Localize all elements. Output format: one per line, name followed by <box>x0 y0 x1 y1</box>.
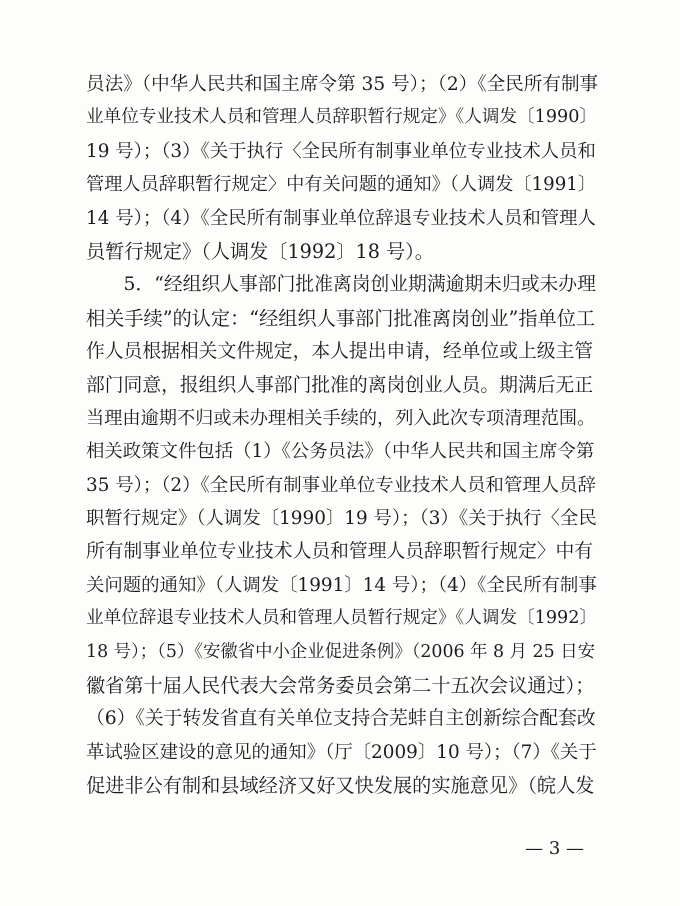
text-line-15: 所有制事业单位专业技术人员和管理人员辞职暂行规定〉中有 <box>86 541 594 563</box>
body-text <box>86 68 598 803</box>
text-line-4: 管理人员辞职暂行规定〉中有关问题的通知》（人调发〔1991〕 <box>86 174 597 196</box>
text-line-7: 5．“经组织人事部门批准离岗创业期满逾期未归或未办理 <box>86 274 596 296</box>
text-line-1: 员法》（中华人民共和国主席令第 35 号）；（2）《全民所有制事 <box>86 74 599 95</box>
text-line-9: 作人员根据相关文件规定，本人提出申请，经单位或上级主管 <box>86 341 594 363</box>
text-line-19: 徽省第十届人民代表大会常务委员会第二十五次会议通过）； <box>86 674 595 698</box>
text-line-2: 业单位专业技术人员和管理人员辞职暂行规定》《人调发〔1990〕 <box>86 107 598 128</box>
text-line-5: 14 号）；（4）《全民所有制事业单位辞退专业技术人员和管理人 <box>86 207 596 229</box>
text-line-14: 职暂行规定》（人调发〔1990〕19 号）；（3）《关于执行〈全民 <box>86 508 597 530</box>
text-line-10: 部门同意，报组织人事部门批准的离岗创业人员。期满后无正 <box>86 374 594 396</box>
page-number: — 3 — <box>525 838 584 859</box>
text-line-12: 相关政策文件包括（1）《公务员法》（中华人民共和国主席令第 <box>86 441 595 463</box>
text-line-21: 革试验区建设的意见的通知》（厅〔2009〕10 号）；（7）《关于 <box>86 741 597 763</box>
text-line-18: 18 号）；（5）《安徽省中小企业促进条例》（2006 年 8 月 25 日安 <box>86 641 595 662</box>
text-line-20: （6）《关于转发省直有关单位支持合芜蚌自主创新综合配套改 <box>86 708 596 730</box>
text-line-17: 业单位辞退专业技术人员和管理人员暂行规定》《人调发〔1992〕 <box>86 608 598 629</box>
text-line-16: 关问题的通知》（人调发〔1991〕14 号）；（4）《全民所有制事 <box>86 574 597 596</box>
text-line-8: 相关手续”的认定：“经组织人事部门批准离岗创业”指单位工 <box>86 306 596 330</box>
text-line-6: 员暂行规定》（人调发〔1992〕18 号）。 <box>86 239 434 263</box>
text-line-11: 当理由逾期不归或未办理相关手续的，列入此次专项清理范围。 <box>86 407 596 429</box>
text-line-3: 19 号）；（3）《关于执行〈全民所有制事业单位专业技术人员和 <box>86 140 596 162</box>
text-line-13: 35 号）；（2）《全民所有制事业单位专业技术人员和管理人员辞 <box>86 474 596 496</box>
text-line-22: 促进非公有制和县域经济又好又快发展的实施意见》（皖人发 <box>86 774 595 798</box>
